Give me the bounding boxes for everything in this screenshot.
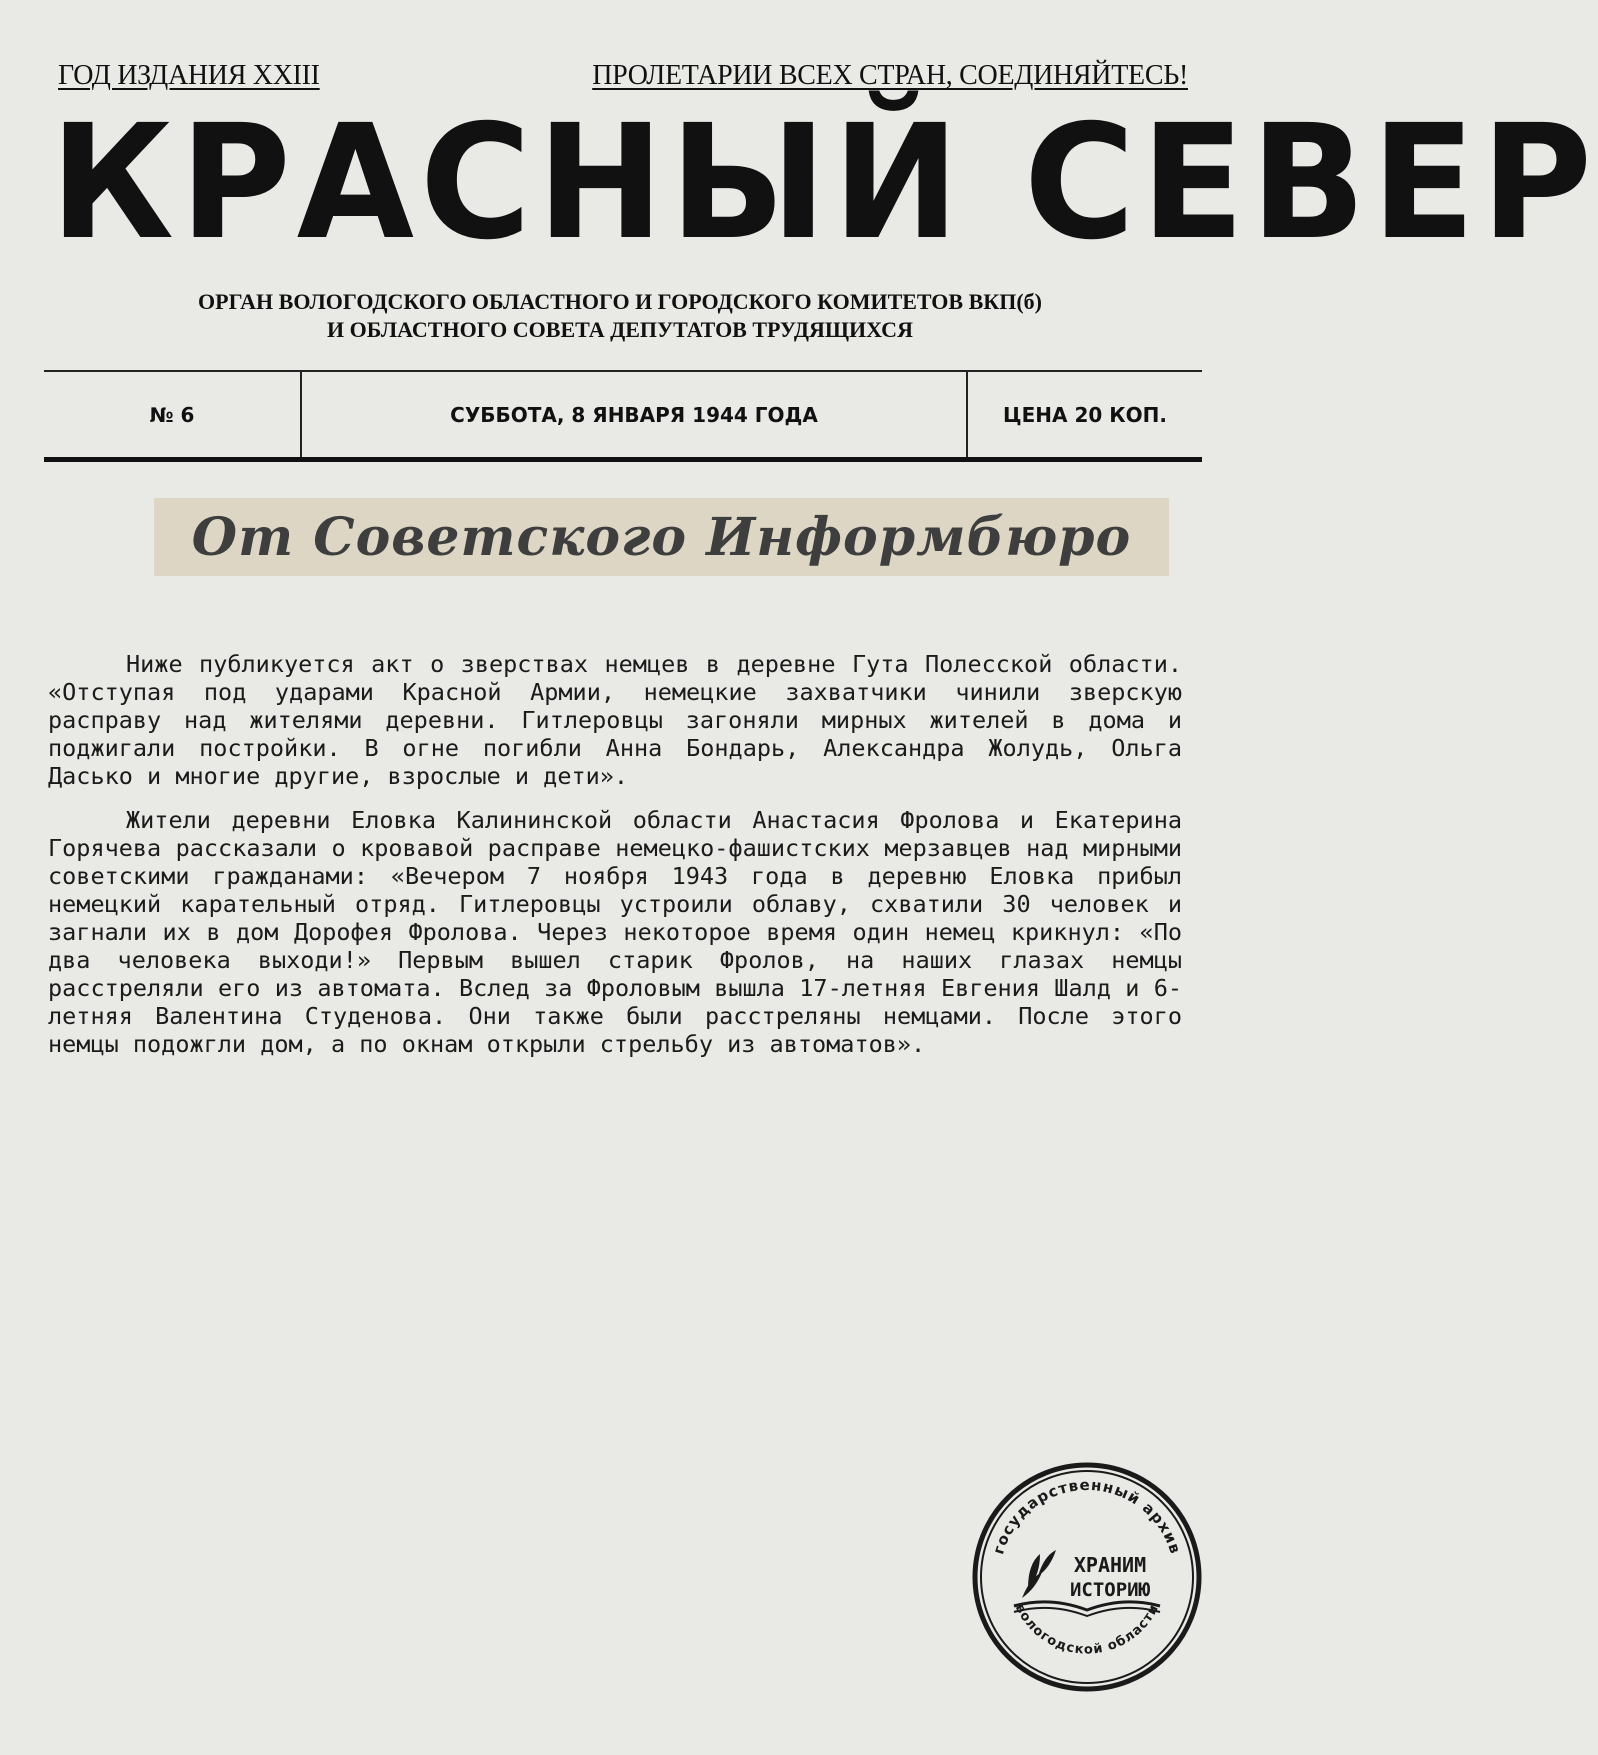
- masthead-subtitle: [0, 288, 1240, 344]
- stamp-line-2: ИСТОРИЮ: [1069, 1579, 1151, 1601]
- rubric-heading: От Советского Информбюро: [154, 498, 1169, 576]
- stamp-top-text: государственный архив: [989, 1475, 1185, 1557]
- issue-price: ЦЕНА 20 КОП.: [1003, 402, 1167, 427]
- archive-stamp-graphic: [970, 1460, 1204, 1694]
- slogan: ПРОЛЕТАРИИ ВСЕХ СТРАН, СОЕДИНЯЙТЕСЬ!: [592, 60, 1188, 91]
- article-paragraph-1: Ниже публикуется акт о зверствах немцев в деревне Гута Полесской области. «Отступая под ударами Красной Армии, немецкие захватчики чинили зверскую расправу над жителями деревни. Гитлеровцы загоняли мирных жителей в дома и поджигали постройки. В огне погибли Анна Бондарь, Александра Жолудь, Ольга Дасько и многие другие, взрослые и дети».: [48, 650, 1182, 790]
- article-body: [48, 650, 1182, 1074]
- stamp-line-1: ХРАНИМ: [1073, 1553, 1147, 1577]
- subtitle-line-2: И ОБЛАСТНОГО СОВЕТА ДЕПУТАТОВ ТРУДЯЩИХСЯ: [327, 317, 913, 342]
- stamp-bottom-text: вологодской области: [1011, 1601, 1163, 1658]
- archive-stamp: [970, 1460, 1204, 1694]
- year-label: ГОД ИЗДАНИЯ XXIII: [58, 60, 320, 91]
- masthead-title: КРАСНЫЙ СЕВЕР: [50, 91, 1598, 275]
- article-paragraph-2: Жители деревни Еловка Калининской области Анастасия Фролова и Екатерина Горячева рассказали о кровавой расправе немецко-фашистских мерзавцев над мирными советскими гражданами: «Вечером 7 ноября 1943 года в деревню Еловка прибыл немецкий карательный отряд. Гитлеровцы устроили облаву, схватили 30 человек и загнали их в дом Дорофея Фролова. Через некоторое время один немец крикнул: «По два человека выходи!» Первым вышел старик Фролов, на наших глазах немцы расстреляли его из автомата. Вслед за Фроловым вышла 17-летняя Евгения Шалд и 6-летняя Валентина Студенова. Они также были расстреляны немцами. После этого немцы подожгли дом, а по окнам открыли стрельбу из автоматов».: [48, 806, 1182, 1058]
- subtitle-line-1: ОРГАН ВОЛОГОДСКОГО ОБЛАСТНОГО И ГОРОДСКОГО КОМИТЕТОВ ВКП(б): [198, 289, 1042, 314]
- issue-date: СУББОТА, 8 ЯНВАРЯ 1944 ГОДА: [302, 372, 968, 457]
- issue-number: № 6: [44, 372, 302, 457]
- issue-info-bar: [44, 370, 1202, 462]
